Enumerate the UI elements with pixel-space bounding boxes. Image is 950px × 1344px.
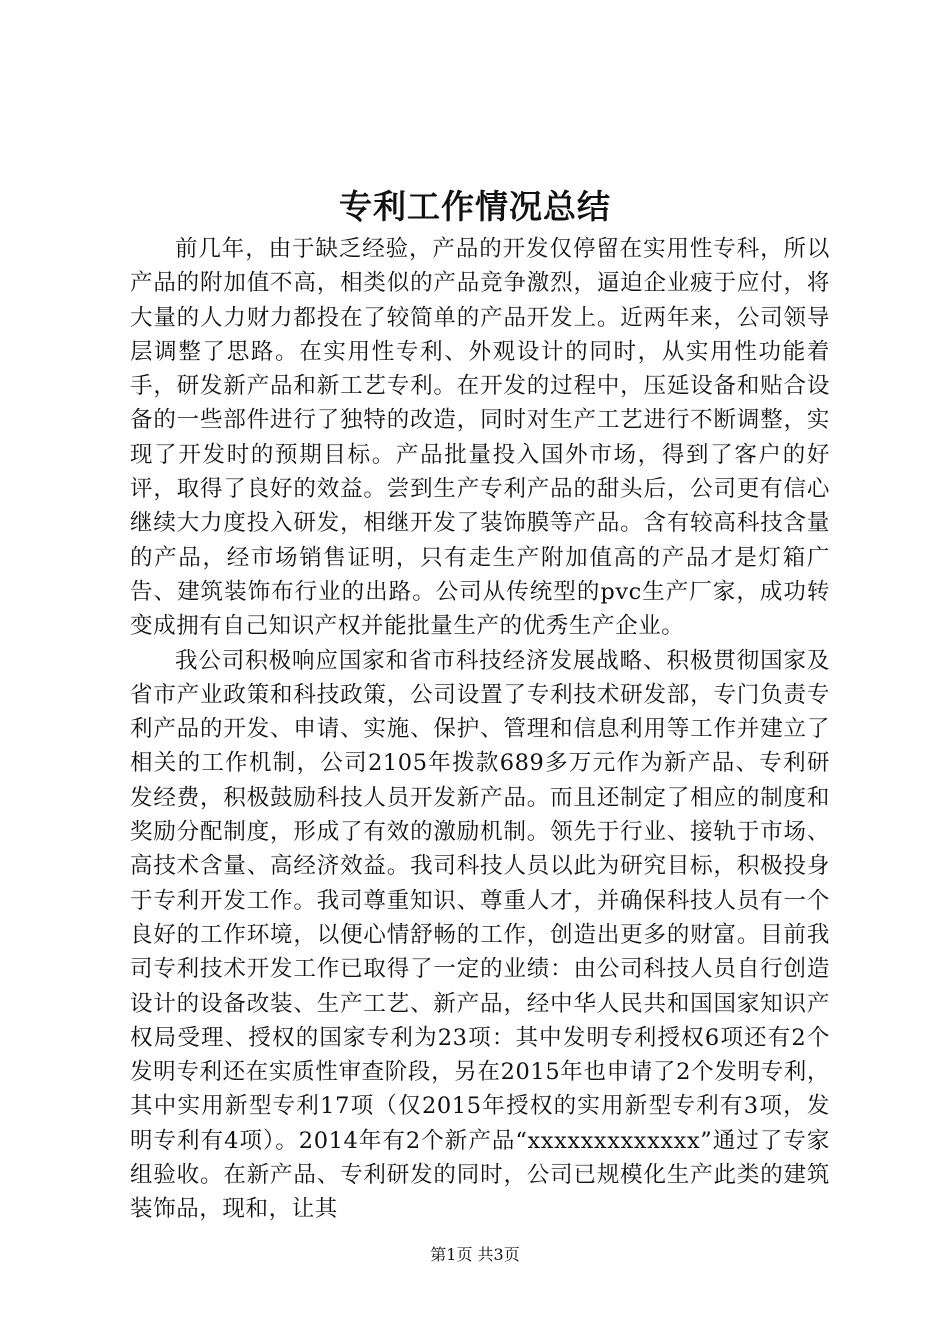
document-body bbox=[130, 232, 830, 1227]
page-footer: 第1页 共3页 bbox=[430, 1245, 520, 1264]
paragraph-2: 我公司积极响应国家和省市科技经济发展战略、积极贯彻国家及省市产业政策和科技政策，公司设置了专利技术研发部，专门负责专利产品的开发、申请、实施、保护、管理和信息利用等工作并建立了相关的工作机制，公司2105年拨款689多万元作为新产品、专利研发经费，积极鼓励科技人员开发新产品。而且还制定了相应的制度和奖励分配制度，形成了有效的激励机制。领先于行业、接轨于市场、高技术含量、高经济效益。我司科技人员以此为研究目标，积极投身于专利开发工作。我司尊重知识、尊重人才，并确保科技人员有一个良好的工作环境，以便心情舒畅的工作，创造出更多的财富。目前我司专利技术开发工作已取得了一定的业绩：由公司科技人员自行创造设计的设备改装、生产工艺、新产品，经中华人民共和国国家知识产权局受理、授权的国家专利为23项：其中发明专利授权6项还有2个发明专利还在实质性审查阶段，另在2015年也申请了2个发明专利，其中实用新型专利17项（仅2015年授权的实用新型专利有3项，发明专利有4项）。2014年有2个新产品“xxxxxxxxxxxxx”通过了专家组验收。在新产品、专利研发的同时，公司已规模化生产此类的建筑装饰品，现和，让其 bbox=[130, 647, 830, 1223]
document-title: 专利工作情况总结 bbox=[339, 187, 611, 226]
paragraph-1: 前几年，由于缺乏经验，产品的开发仅停留在实用性专科，所以产品的附加值不高，相类似的产品竞争激烈，逼迫企业疲于应付，将大量的人力财力都投在了较简单的产品开发上。近两年来，公司领导层调整了思路。在实用性专利、外观设计的同时，从实用性功能着手，研发新产品和新工艺专利。在开发的过程中，压延设备和贴合设备的一些部件进行了独特的改造，同时对生产工艺进行不断调整，实现了开发时的预期目标。产品批量投入国外市场，得到了客户的好评，取得了良好的效益。尝到生产专利产品的甜头后，公司更有信心继续大力度投入研发，相继开发了装饰膜等产品。含有较高科技含量的产品，经市场销售证明，只有走生产附加值高的产品才是灯箱广告、建筑装饰布行业的出路。公司从传统型的pvc生产厂家，成功转变成拥有自己知识产权并能批量生产的优秀生产企业。 bbox=[130, 236, 830, 640]
